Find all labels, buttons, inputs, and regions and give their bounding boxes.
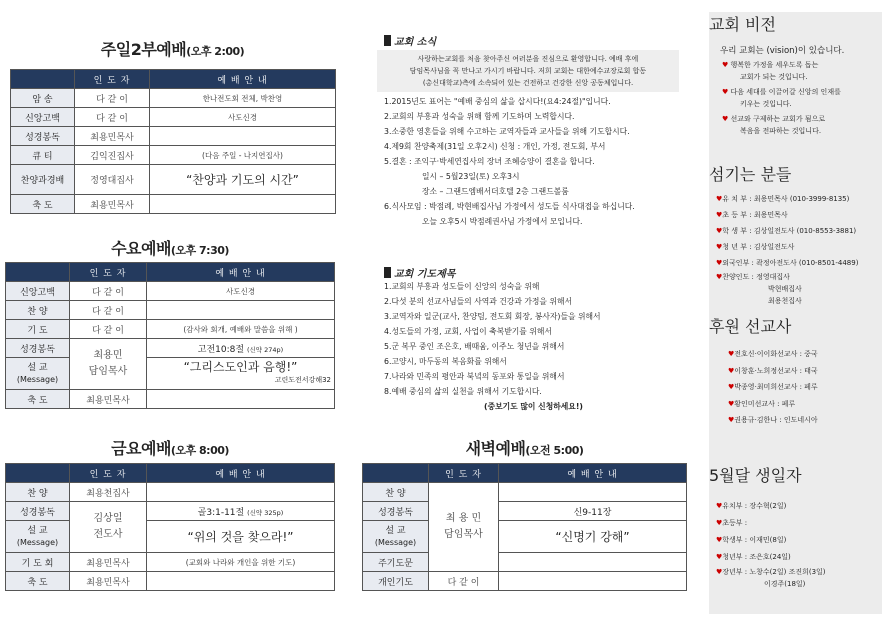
heart-icon: ♥ — [716, 243, 723, 251]
list-item: ♥청 년 부 : 김상일전도사 — [716, 243, 795, 251]
prayer-footer: (중보기도 많이 신청하세요!) — [484, 402, 583, 411]
heart-icon: ♥ — [728, 350, 735, 358]
table-row: 축 도 최용민목사 — [6, 390, 335, 409]
missionaries-header: 후원 선교사 — [709, 314, 882, 337]
list-item: ♥외국인부 : 곽정아전도사 (010-8501-4489) — [716, 259, 859, 267]
table-row: 성경봉독 신9-11장 — [363, 502, 687, 521]
list-item: 6.식사모임 : 박점례, 박현배집사님 가정에서 성도들 식사대접을 하십니다. — [384, 202, 635, 211]
staff-list — [716, 191, 858, 307]
heart-icon: ♥ — [728, 366, 735, 375]
heart-icon: ♥ — [716, 502, 723, 510]
list-item: 최용천집사 — [768, 297, 802, 305]
heart-icon: ♥ — [716, 195, 723, 203]
birthdays-list — [716, 498, 826, 590]
table-row: 설 교 (Message) “신명기 강해” — [363, 521, 687, 553]
heart-icon: ♥ — [716, 259, 723, 267]
list-item: ♥권용규·김한나 : 인도네시아 — [728, 416, 818, 424]
list-item: ♥황인미선교사 : 페루 — [728, 399, 796, 408]
list-item: 3.교역자와 일군(교사, 찬양팀, 전도회 회장, 봉사자)들을 위해서 — [384, 312, 601, 321]
heart-icon: ♥ — [728, 383, 735, 391]
list-item: ♥ 행복한 가정을 세우도록 돕는 — [722, 61, 819, 69]
heart-icon: ♥ — [716, 568, 723, 576]
table-row: 신앙고백 다 같 이 사도신경 — [6, 282, 335, 301]
vision-list — [722, 59, 841, 137]
staff-header: 섬기는 분들 — [709, 162, 882, 185]
list-item: ♥ 다음 세대를 이끌어갈 신앙의 인재를 — [722, 88, 841, 96]
list-item: 5.군 복무 중인 조은호, 배때움, 이주노 청년을 위해서 — [384, 342, 565, 351]
list-item: ♥이창훈·노희정선교사 : 태국 — [728, 366, 818, 375]
heart-icon: ♥ — [716, 553, 723, 561]
heart-icon: ♥ — [716, 273, 723, 281]
heart-icon: ♥ — [716, 211, 723, 219]
heart-icon: ♥ — [722, 61, 729, 69]
wednesday-table: 인 도 자 예 배 안 내 신앙고백 다 같 이 사도신경 찬 양 다 같 이 기 도 다 같 이 (감사와 회개, 예배와 말씀을 위해 ) 성경봉독 최용민 담임목사 고전10:8절 (신약 274p) 설 교 (Message) “그리스도인과 음행!” 고린도전서강해32 축 도 최용민목사 — [5, 262, 335, 409]
list-item: 1.교회의 부흥과 성도들이 신앙의 성숙을 위해 — [384, 282, 540, 291]
dawn-table: 인 도 자 예 배 안 내 찬 양 최 용 민 담임목사 성경봉독 신9-11장 설 교 (Message) “신명기 강해” 주기도문 개인기도 다 같 이 — [362, 463, 687, 591]
table-row: 성경봉독 최용민 담임목사 고전10:8절 (신약 274p) — [6, 339, 335, 358]
sunday-title: 주일2부예배(오후 2:00) — [100, 40, 245, 59]
list-item: 키우는 것입니다. — [740, 100, 792, 108]
wednesday-title: 수요예배(오후 7:30) — [111, 239, 229, 258]
list-item: ♥학 생 부 : 김상일전도사 (010-8553-3881) — [716, 227, 857, 235]
birthdays-header: 5월달 생일자 — [709, 463, 882, 486]
news-intro: 사랑하는교회를 처음 찾아주신 여러분을 진심으로 환영합니다. 예배 후에 담임목사님을 꼭 만나고 가시기 바랍니다. 저희 교회는 대한예수교장로회 합동 (총신대학교)측에 소속되어 있는 건전하고 건강한 신앙 공동체입니다. — [377, 50, 679, 92]
friday-title: 금요예배(오후 8:00) — [111, 439, 229, 458]
table-row: 신앙고백 다 같 이 사도신경 — [11, 108, 336, 127]
list-item: 박현배집사 — [768, 285, 802, 293]
table-row: 큐 티 김익진집사 (다음 주일 - 나지연집사) — [11, 146, 336, 165]
vision-header: 교회 비전 — [709, 12, 882, 35]
list-item: ♥찬양인도 : 정영대집사 — [716, 273, 790, 281]
missionaries-list — [728, 346, 818, 429]
table-row: 설 교 (Message) “그리스도인과 음행!” 고린도전서강해32 — [6, 358, 335, 390]
list-item: 2.다섯 분의 선교사님들의 사역과 건강과 가정을 위해서 — [384, 297, 573, 306]
list-item: ♥전호신·이이화선교사 : 중국 — [728, 350, 818, 358]
heart-icon: ♥ — [722, 88, 729, 96]
list-item: ♥학생부 : 이재민(8일) — [716, 536, 787, 544]
list-item: ♥초등부 : — [716, 519, 748, 527]
list-item: ♥ 선교와 구제하는 교회가 됨으로 — [722, 115, 826, 123]
list-item: 오늘 오후5시 박점례권사님 가정에서 모입니다. — [422, 217, 583, 226]
list-item: ♥초 등 부 : 최용민목사 — [716, 211, 788, 219]
list-item: 복음을 전파하는 것입니다. — [740, 127, 822, 135]
table-row: 설 교 (Message) “위의 것을 찾으라!” — [6, 521, 335, 553]
list-item: 1.2015년도 표어는 "예배 중심의 삶을 삽시다!(요4:24절)"입니다. — [384, 97, 611, 106]
list-item: 4.제9회 찬양축제(31일 오후2시) 신청 : 개인, 가정, 전도회, 부서 — [384, 142, 606, 151]
table-row: 기 도 회 최용민목사 (교회와 나라와 개인을 위한 기도) — [6, 553, 335, 572]
table-row: 찬 양 최 용 민 담임목사 — [363, 483, 687, 502]
heart-icon: ♥ — [728, 416, 735, 424]
table-row: 개인기도 다 같 이 — [363, 572, 687, 591]
heart-icon: ♥ — [716, 227, 723, 235]
table-row: 축 도 최용민목사 — [11, 195, 336, 214]
heart-icon: ♥ — [728, 399, 735, 408]
table-row: 찬 양 최용천집사 — [6, 483, 335, 502]
table-row: 암 송 다 같 이 한나전도회 전체, 박찬영 — [11, 89, 336, 108]
table-row: 주기도문 — [363, 553, 687, 572]
list-item: 장소 – 그랜드엠배서더호텔 2층 그랜드볼룸 — [422, 187, 569, 196]
list-item: ♥유 치 부 : 최용민목사 (010-3999-8135) — [716, 195, 850, 203]
list-item: 2.교회의 부흥과 성숙을 위해 함께 기도하며 노력합시다. — [384, 112, 575, 121]
list-item: 일시 – 5월23일(토) 오후3시 — [422, 172, 520, 181]
list-item: 6.고양시, 마두동의 복음화를 위해서 — [384, 357, 507, 366]
sunday-table: 인 도 자 예 배 안 내 암 송 다 같 이 한나전도회 전체, 박찬영 신앙고백 다 같 이 사도신경 성경봉독 최용민목사 큐 티 김익진집사 (다음 주일 - 나지연집사) 찬양과경배 정영대집사 “찬양과 기도의 시간” 축 도 최용민목사 — [10, 69, 336, 214]
table-row: 찬양과경배 정영대집사 “찬양과 기도의 시간” — [11, 165, 336, 195]
list-item: 4.성도들의 가정, 교회, 사업이 축복받기를 위해서 — [384, 327, 552, 336]
table-row: 축 도 최용민목사 — [6, 572, 335, 591]
table-row: 찬 양 다 같 이 — [6, 301, 335, 320]
friday-table: 인 도 자 예 배 안 내 찬 양 최용천집사 성경봉독 김상일 전도사 골3:1-11절 (신약 325p) 설 교 (Message) “위의 것을 찾으라!” 기 도 회 최용민목사 (교회와 나라와 개인을 위한 기도) 축 도 최용민목사 — [5, 463, 335, 591]
vision-lead: 우리 교회는 (vision)이 있습니다. — [720, 46, 845, 56]
dawn-title: 새벽예배(오전 5:00) — [465, 439, 584, 458]
list-item: 이경주(18일) — [764, 580, 806, 588]
news-list — [384, 94, 635, 229]
list-item: ♥장년부 : 노창수(2일) 조진희(3일) — [716, 568, 826, 576]
table-row: 기 도 다 같 이 (감사와 회개, 예배와 말씀을 위해 ) — [6, 320, 335, 339]
list-item: 5.결혼 : 조익구·박세연집사의 장녀 조혜승양이 결혼을 합니다. — [384, 157, 595, 166]
list-item: ♥청년부 : 조은호(24일) — [716, 553, 791, 561]
list-item: 7.나라와 민족의 평안과 북녘의 동포와 통일을 위해서 — [384, 372, 565, 381]
table-row: 성경봉독 김상일 전도사 골3:1-11절 (신약 325p) — [6, 502, 335, 521]
list-item: 교회가 되는 것입니다. — [740, 73, 808, 81]
heart-icon: ♥ — [716, 519, 723, 527]
list-item: ♥박종영·최미희선교사 : 페루 — [728, 383, 818, 391]
prayer-title: 교회 기도제목 — [384, 265, 455, 280]
list-item: 8.예배 중심의 삶의 실천을 위해서 기도합시다. — [384, 387, 542, 396]
heart-icon: ♥ — [716, 536, 723, 544]
heart-icon: ♥ — [722, 115, 729, 123]
prayer-list — [384, 279, 601, 414]
table-row: 성경봉독 최용민목사 — [11, 127, 336, 146]
list-item: 3.소중한 영혼들을 위해 수고하는 교역자들과 교사들을 위해 기도합시다. — [384, 127, 630, 136]
list-item: ♥유치부 : 장수혁(2일) — [716, 502, 787, 510]
news-title: 교회 소식 — [384, 33, 436, 48]
